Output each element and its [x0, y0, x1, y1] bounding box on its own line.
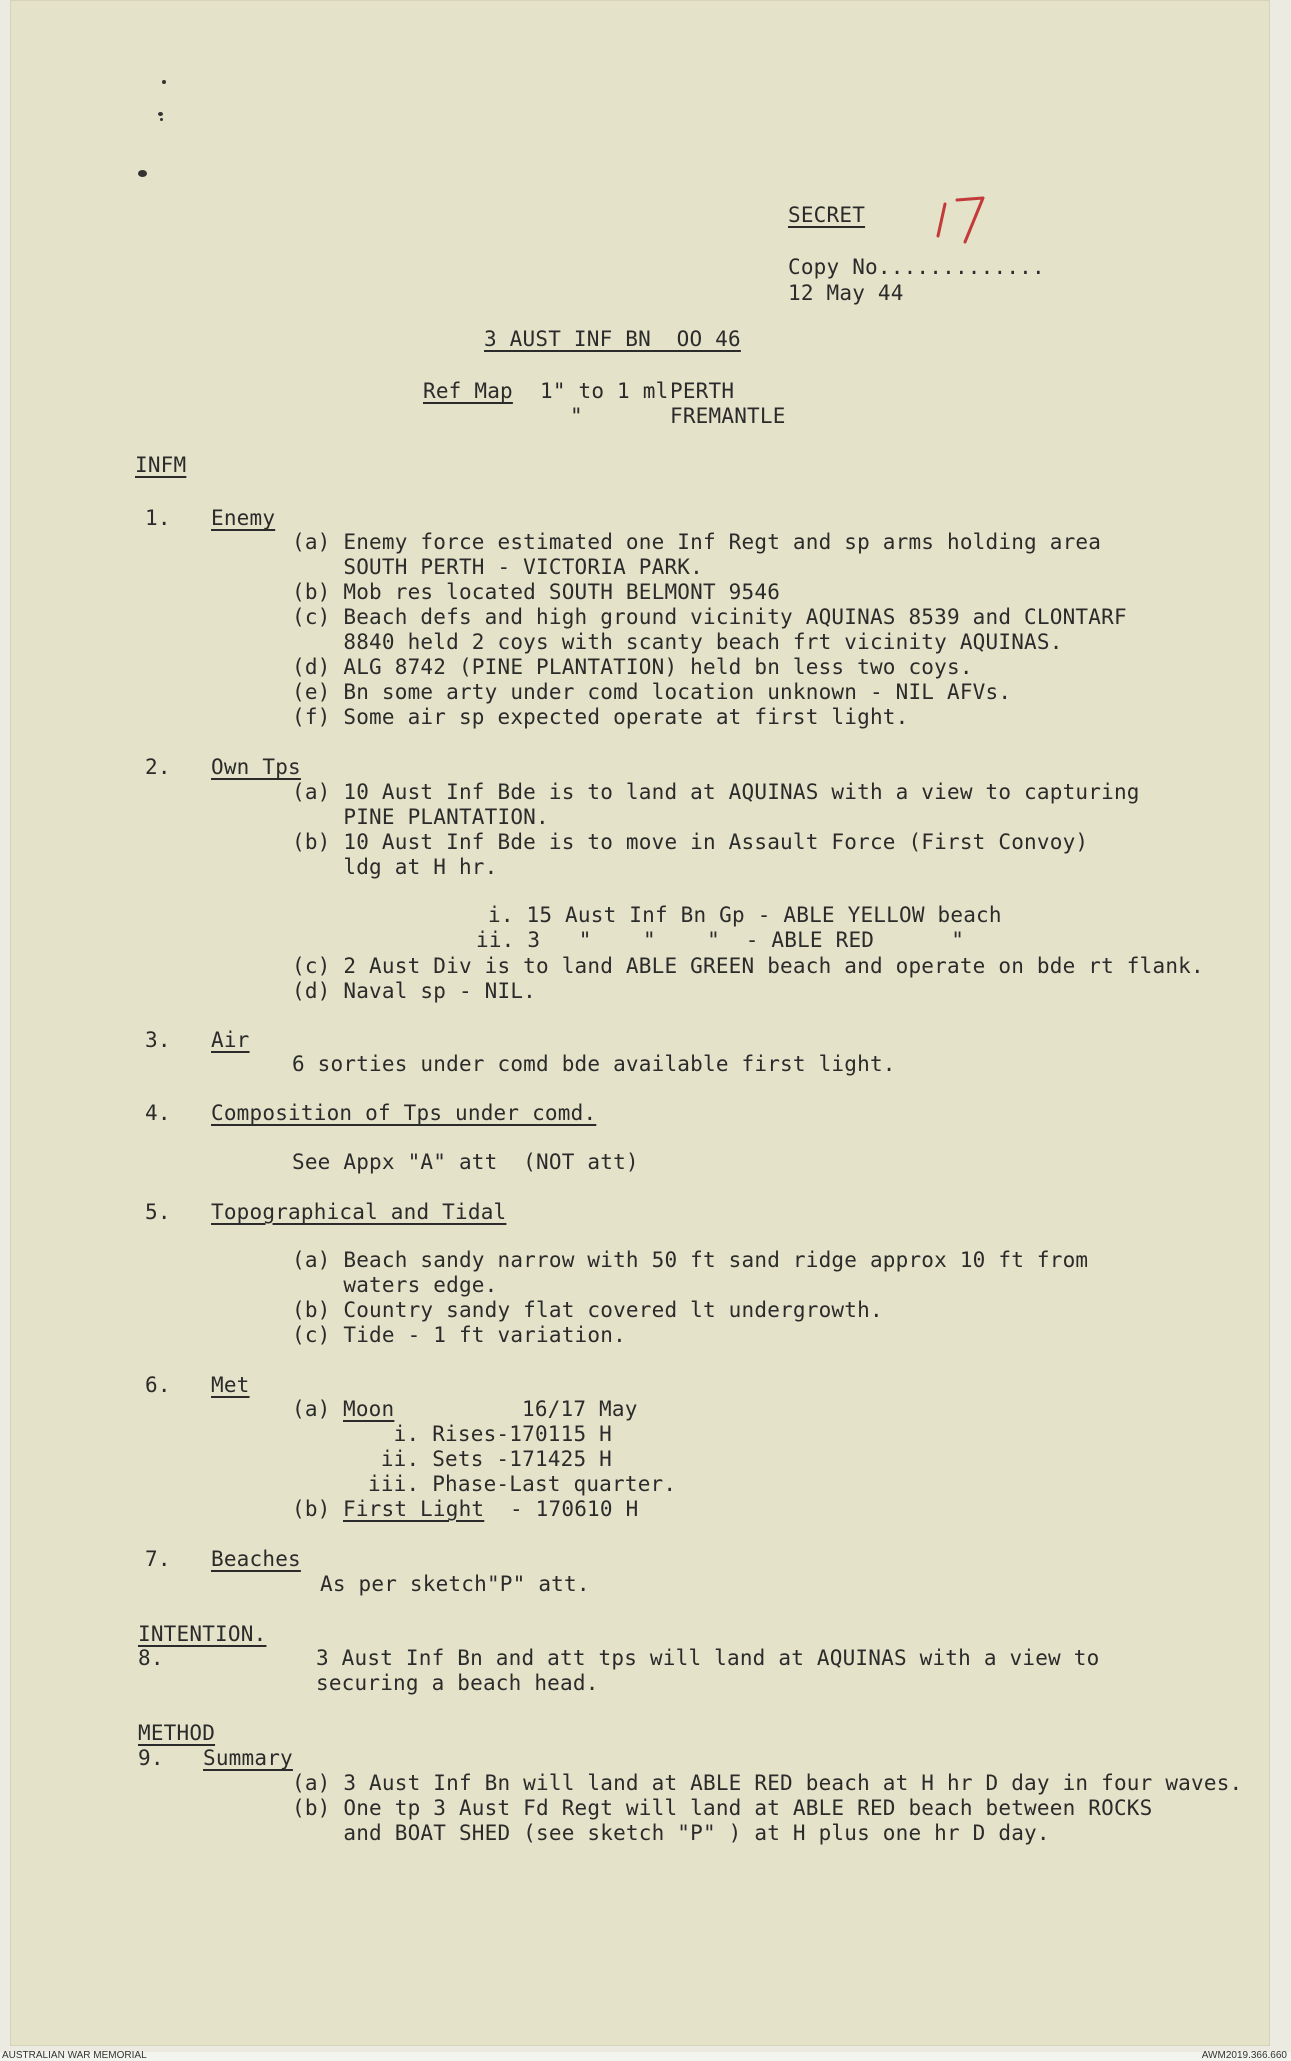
- ref-map-scale: 1" to 1 ml: [540, 379, 669, 403]
- moon-line: i. Rises-170115 H: [368, 1422, 613, 1446]
- footer-right: AWM2019.366.660: [1201, 2050, 1287, 2061]
- intention-heading: INTENTION.: [138, 1622, 267, 1646]
- moon-line: iii. Phase-Last quarter.: [368, 1472, 677, 1496]
- own-tps-heading: Own Tps: [211, 755, 301, 779]
- own-tps-subline: i. 15 Aust Inf Bn Gp - ABLE YELLOW beach: [488, 903, 1002, 927]
- ref-map-sheet-perth: PERTH: [670, 379, 735, 403]
- topo-line: (c) Tide - 1 ft variation.: [292, 1323, 626, 1347]
- topo-heading: Topographical and Tidal: [211, 1200, 507, 1224]
- moon-date: 16/17 May: [522, 1397, 638, 1421]
- method-line: (a) 3 Aust Inf Bn will land at ABLE RED beach at H hr D day in four waves.: [292, 1771, 1243, 1795]
- intention-line: securing a beach head.: [316, 1671, 599, 1695]
- first-light-label: (b): [292, 1497, 331, 1521]
- composition-text: See Appx "A" att (NOT att): [292, 1150, 639, 1174]
- intention-line: 3 Aust Inf Bn and att tps will land at AQUINAS with a view to: [316, 1646, 1100, 1670]
- own-tps-line: (d) Naval sp - NIL.: [292, 979, 537, 1003]
- section-number: 7.: [145, 1547, 171, 1571]
- infm-heading: INFM: [135, 453, 187, 477]
- enemy-line: (a) Enemy force estimated one Inf Regt and sp arms holding area: [292, 530, 1102, 554]
- met-heading: Met: [211, 1373, 250, 1397]
- first-light-heading: First Light: [343, 1497, 485, 1521]
- first-light-value: - 170610 H: [510, 1497, 639, 1521]
- method-heading: METHOD: [138, 1721, 216, 1745]
- section-number: 8.: [138, 1646, 164, 1670]
- topo-line: (b) Country sandy flat covered lt undergrowth.: [292, 1298, 883, 1322]
- enemy-line: (f) Some air sp expected operate at first light.: [292, 705, 909, 729]
- classification: SECRET: [788, 203, 866, 227]
- ref-map-ditto: ": [570, 404, 583, 428]
- own-tps-line: (c) 2 Aust Div is to land ABLE GREEN beach and operate on bde rt flank.: [292, 954, 1204, 978]
- document-date: 12 May 44: [788, 281, 904, 305]
- topo-line: waters edge.: [292, 1273, 498, 1297]
- enemy-line: (d) ALG 8742 (PINE PLANTATION) held bn less two coys.: [292, 655, 973, 679]
- order-title: 3 AUST INF BN OO 46: [484, 327, 741, 351]
- handwritten-copy-number: [935, 190, 989, 246]
- summary-heading: Summary: [203, 1746, 293, 1770]
- paper-mark: [160, 118, 163, 121]
- enemy-line: (e) Bn some arty under comd location unknown - NIL AFVs.: [292, 680, 1012, 704]
- footer-left: AUSTRALIAN WAR MEMORIAL: [2, 2050, 147, 2061]
- section-number: 5.: [145, 1200, 171, 1224]
- topo-line: (a) Beach sandy narrow with 50 ft sand ridge approx 10 ft from: [292, 1248, 1089, 1272]
- air-text: 6 sorties under comd bde available first light.: [292, 1052, 896, 1076]
- own-tps-line: PINE PLANTATION.: [292, 805, 549, 829]
- enemy-line: 8840 held 2 coys with scanty beach frt vicinity AQUINAS.: [292, 630, 1063, 654]
- enemy-line: (c) Beach defs and high ground vicinity AQUINAS 8539 and CLONTARF: [292, 605, 1127, 629]
- section-number: 9.: [138, 1746, 164, 1770]
- section-number: 1.: [145, 506, 171, 530]
- paper-mark: [162, 80, 166, 84]
- beaches-heading: Beaches: [211, 1547, 301, 1571]
- enemy-line: (b) Mob res located SOUTH BELMONT 9546: [292, 580, 781, 604]
- own-tps-line: (a) 10 Aust Inf Bde is to land at AQUINAS with a view to capturing: [292, 780, 1140, 804]
- air-heading: Air: [211, 1028, 250, 1052]
- own-tps-line: ldg at H hr.: [292, 855, 498, 879]
- own-tps-subline: ii. 3 " " " - ABLE RED ": [476, 928, 965, 952]
- document-sheet: [10, 0, 1270, 2046]
- copy-number: Copy No.............: [788, 255, 1045, 279]
- enemy-heading: Enemy: [211, 506, 276, 530]
- composition-heading: Composition of Tps under comd.: [211, 1101, 597, 1125]
- paper-mark: [158, 112, 163, 116]
- section-number: 6.: [145, 1373, 171, 1397]
- section-number: 3.: [145, 1028, 171, 1052]
- own-tps-line: (b) 10 Aust Inf Bde is to move in Assault Force (First Convoy): [292, 830, 1089, 854]
- ref-map-sheet-fremantle: FREMANTLE: [670, 404, 786, 428]
- enemy-line: SOUTH PERTH - VICTORIA PARK.: [292, 555, 703, 579]
- method-line: (b) One tp 3 Aust Fd Regt will land at ABLE RED beach between ROCKS: [292, 1796, 1153, 1820]
- paper-mark: [138, 170, 147, 177]
- beaches-text: As per sketch"P" att.: [320, 1572, 590, 1596]
- method-line: and BOAT SHED (see sketch "P" ) at H plus one hr D day.: [292, 1821, 1050, 1845]
- section-number: 4.: [145, 1101, 171, 1125]
- ref-map-label: Ref Map: [423, 379, 513, 403]
- moon-heading: Moon: [343, 1397, 395, 1421]
- section-number: 2.: [145, 755, 171, 779]
- moon-line: ii. Sets -171425 H: [368, 1447, 613, 1471]
- moon-label: (a): [292, 1397, 331, 1421]
